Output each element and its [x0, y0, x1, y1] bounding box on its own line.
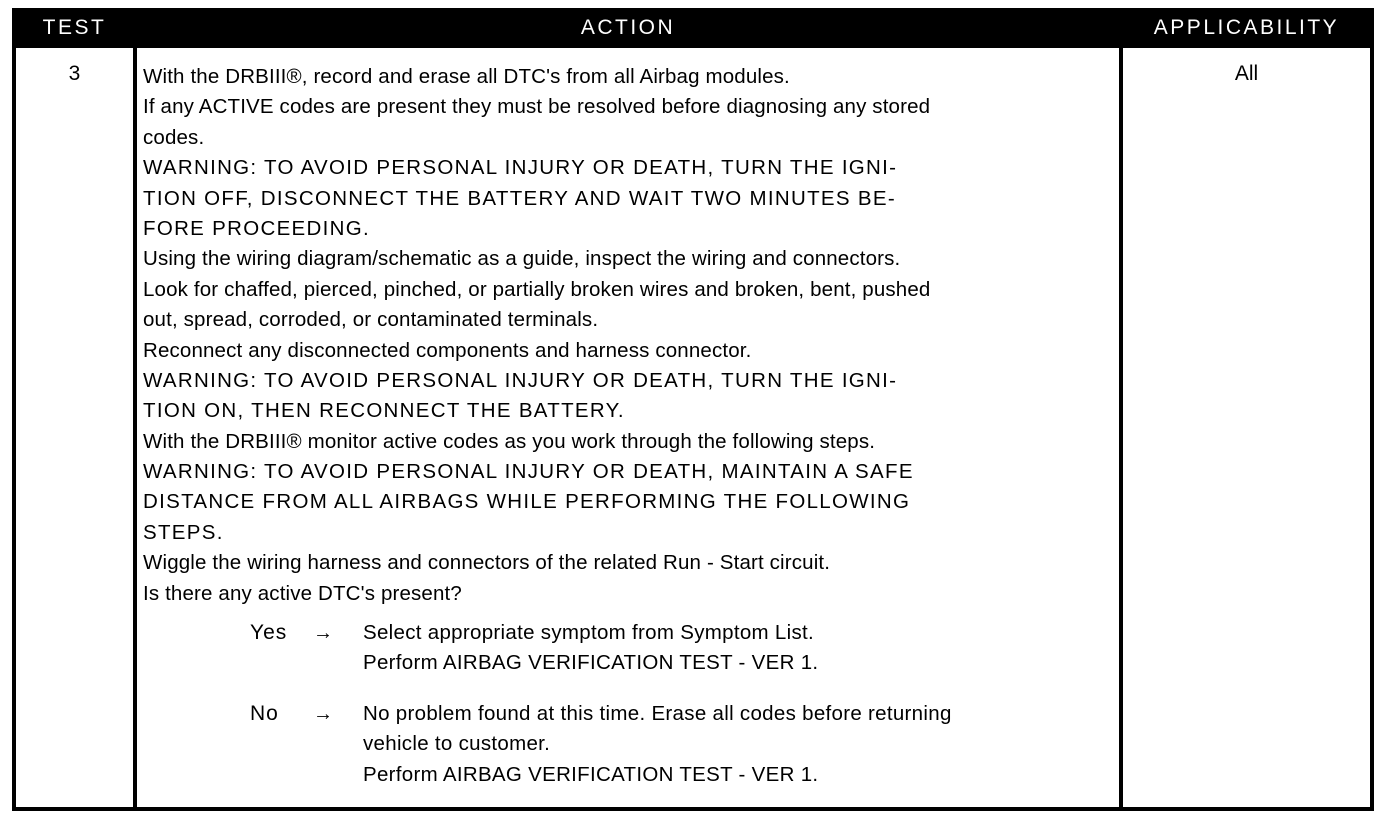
- answer-yes: [137, 618, 1119, 679]
- test-number: 3: [68, 62, 81, 85]
- action-line: Using the wiring diagram/schematic as a guide, inspect the wiring and connectors.: [143, 247, 901, 271]
- action-line: Look for chaffed, pierced, pinched, or partially broken wires and broken, bent, pushed: [143, 277, 931, 301]
- warning-line: DISTANCE FROM ALL AIRBAGS WHILE PERFORMING THE FOLLOWING: [143, 490, 911, 514]
- warning-line: TION OFF, DISCONNECT THE BATTERY AND WAIT TWO MINUTES BE-: [143, 186, 896, 210]
- warning-line: STEPS.: [143, 520, 224, 544]
- answer-key: No: [250, 701, 279, 725]
- warning-line: FORE PROCEEDING.: [143, 216, 370, 240]
- action-cell: [137, 48, 1119, 807]
- action-line: Is there any active DTC's present?: [143, 581, 462, 605]
- answer-line: No problem found at this time. Erase all codes before returning: [363, 701, 952, 725]
- answers: [137, 618, 1119, 810]
- action-line: With the DRBIII®, record and erase all DTC's from all Airbag modules.: [143, 65, 790, 88]
- warning-line: TION ON, THEN RECONNECT THE BATTERY.: [143, 399, 625, 423]
- warning-line: WARNING: TO AVOID PERSONAL INJURY OR DEATH, MAINTAIN A SAFE: [143, 460, 914, 484]
- arrow-right-icon: →: [313, 702, 333, 725]
- header-action: ACTION: [580, 16, 676, 39]
- action-line: With the DRBIII® monitor active codes as you work through the following steps.: [143, 429, 876, 453]
- action-line: Reconnect any disconnected components and harness connector.: [143, 338, 752, 362]
- applicability-value: All: [1234, 62, 1259, 85]
- answer-key: Yes: [250, 621, 288, 644]
- action-line: out, spread, corroded, or contaminated terminals.: [143, 308, 599, 332]
- action-lines: [143, 62, 1115, 609]
- action-line: Wiggle the wiring harness and connectors of the related Run - Start circuit.: [143, 551, 831, 575]
- applicability-cell: [1123, 48, 1370, 807]
- answer-no: [137, 699, 1119, 790]
- answer-line: Perform AIRBAG VERIFICATION TEST - VER 1.: [363, 762, 819, 786]
- answer-line: Select appropriate symptom from Symptom List.: [363, 621, 814, 644]
- action-line: If any ACTIVE codes are present they must be resolved before diagnosing any stored: [143, 95, 931, 119]
- answer-text: [363, 699, 1119, 790]
- warning-line: WARNING: TO AVOID PERSONAL INJURY OR DEATH, TURN THE IGNI-: [143, 156, 898, 180]
- action-line: codes.: [143, 125, 205, 149]
- header-applicability: APPLICABILITY: [1153, 16, 1340, 39]
- header-test: TEST: [42, 16, 107, 39]
- test-number-cell: [16, 48, 133, 807]
- diagnostic-test-table: [12, 8, 1374, 811]
- answer-line: vehicle to customer.: [363, 732, 551, 756]
- arrow-right-icon: →: [313, 622, 333, 644]
- answer-line: Perform AIRBAG VERIFICATION TEST - VER 1.: [363, 651, 819, 675]
- warning-line: WARNING: TO AVOID PERSONAL INJURY OR DEATH, TURN THE IGNI-: [143, 368, 898, 392]
- answer-text: [363, 618, 1119, 679]
